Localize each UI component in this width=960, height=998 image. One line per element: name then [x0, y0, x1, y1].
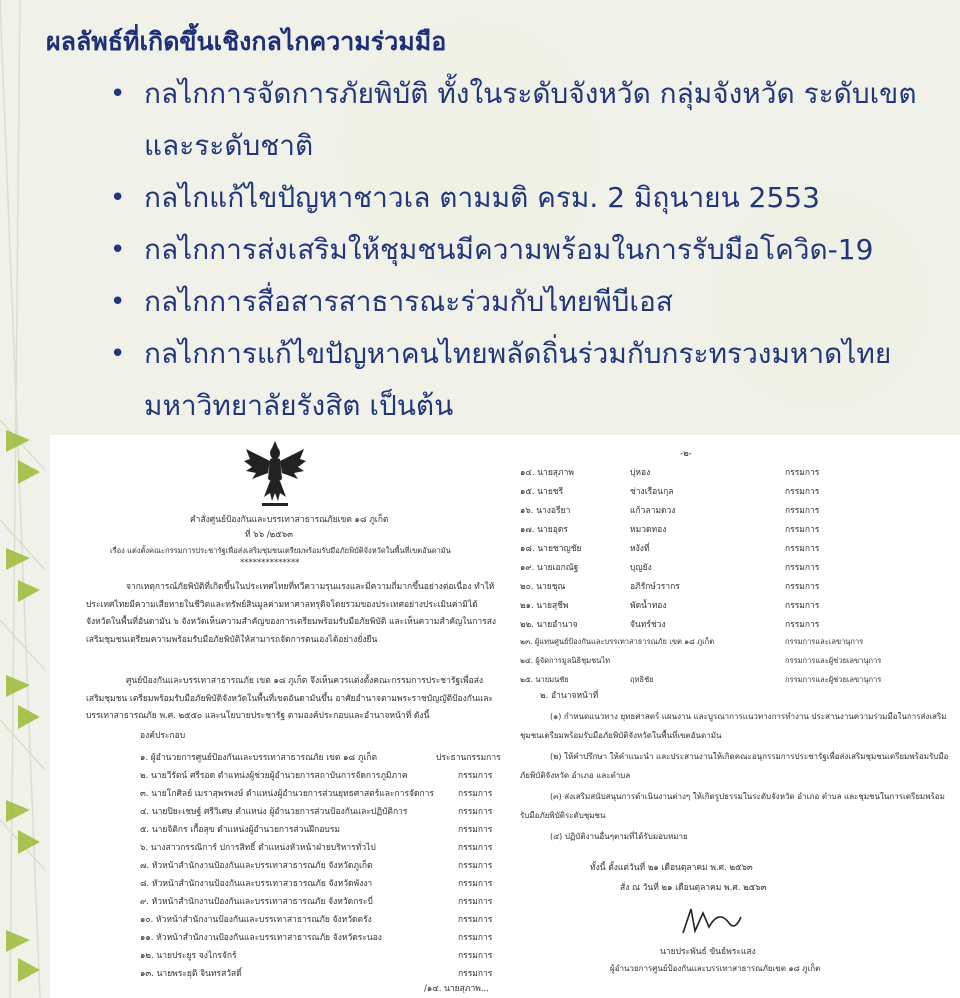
- signer-name: นายประพันธ์ ขันธ์พระแสง: [660, 947, 756, 957]
- bullet-item: • กลไกการแก้ไขปัญหาคนไทยพลัดถิ่นร่วมกับกระทรวงมหาดไทย มหาวิทยาลัยรังสิต เป็นต้น: [110, 328, 940, 432]
- continue-marker: /๑๔. นายสุภาพ...: [424, 984, 489, 994]
- signer-title: ผู้อำนวยการศูนย์ป้องกันและบรรเทาสาธารณภัยเขต ๑๘ ภูเก็ต: [610, 964, 821, 973]
- bullet-item: • กลไกการส่งเสริมให้ชุมชนมีความพร้อมในการรับมือโควิด-19: [110, 224, 940, 276]
- order-paragraph-2: ศูนย์ป้องกันและบรรเทาสาธารณภัย เขต ๑๘ ภูเก็ต จึงเห็นควรแต่งตั้งคณะกรรมการประชารัฐเพื่อส่งเสริมชุมชน เตรียมพร้อมรับมือภัยพิบัติจังหวัดในพื้นที่เขตอันดามันขึ้น อาศัยอำนาจตามพระราชบัญญัติป้องกันและบรรเทาสาธารณภัย พ.ศ. ๒๕๕๐ และนโยบายประชารัฐ ตามองค์ประกอบและอำนาจหน้าที่ ดังนี้: [86, 676, 494, 721]
- bullet-item: • กลไกการสื่อสารสาธารณะร่วมกับไทยพีบีเอส: [110, 276, 940, 328]
- bullet-item: • กลไกการจัดการภัยพิบัติ ทั้งในระดับจังหวัด กลุ่มจังหวัด ระดับเขต และระดับชาติ: [110, 68, 940, 172]
- duty-item: (๓) ส่งเสริมสนับสนุนการดำเนินงานต่างๆ ให้เกิดรูปธรรมในระดับจังหวัด อำเภอ ตำบล และชุมชนในการเตรียมพร้อมรับมือภัยพิบัติระดับชุมชน: [520, 792, 945, 820]
- duty-item: (๒) ให้คำปรึกษา ให้คำแนะนำ และประสานงานให้เกิดคณะอนุกรรมการประชารัฐเพื่อส่งเสริมชุมชนเตรียมพร้อมรับมือภัยพิบัติจังหวัด อำเภอ และตำบล: [520, 752, 949, 780]
- page-number: -๒-: [680, 449, 692, 459]
- duties-heading: ๒. อำนาจหน้าที่: [540, 691, 599, 701]
- order-stars: **************: [240, 558, 300, 568]
- garuda-emblem-icon: [240, 439, 310, 511]
- order-document-image: [50, 435, 960, 998]
- order-subject: เรื่อง แต่งตั้งคณะกรรมการประชารัฐเพื่อส่งเสริมชุมชนเตรียมพร้อมรับมือภัยพิบัติจังหวัดในพื้นที่เขตอันดามัน: [110, 546, 451, 555]
- order-header: คำสั่งศูนย์ป้องกันและบรรเทาสาธารณภัยเขต ๑๘ ภูเก็ต: [190, 515, 389, 525]
- document-page-1: คำสั่งศูนย์ป้องกันและบรรเทาสาธารณภัยเขต ๑๘ ภูเก็ต ที่ ๖๖ /๒๕๖๓ เรื่อง แต่งตั้งคณะกรรมการประชารัฐเพื่อส่งเสริมชุมชนเตรียมพร้อมรับมือภัยพิบัติจังหวัดในพื้นที่เขตอันดามัน ************** จากเหตุการณ์ภัยพิบัติที่เกิดขึ้นในประเทศไทยที่ทวีความรุนแรงและมีความถี่มากขึ้นอย่างต่อเนื่อง ทำให้ประเทศไทยมีความเสียหายในชีวิตและทรัพย์สินมูลค่ามหาศาลทรุดิจโดยรวมของประเทศอย่างประเมินค่ามิได้ จังหวัดในพื้นที่อันดามัน ๖ จังหวัดเห็นความสำคัญของการเตรียมพร้อมรับมือภัยพิบัติ และเห็นความสำคัญในการส่งเสริมชุมชนเตรียมความพร้อมรับมือภัยพิบัติให้สามารถจัดการตนเองได้อย่างยั่งยืน ศูนย์ป้องกันและบรรเทาสาธารณภัย เขต ๑๘ ภูเก็ต จึงเห็นควรแต่งตั้งคณะกรรมการประชารัฐเพื่อส่งเสริมชุมชน เตรียมพร้อมรับมือภัยพิบัติจังหวัดในพื้นที่เขตอันดามันขึ้น อาศัยอำนาจตามพระราชบัญญัติป้องกันและบรรเทาสาธารณภัย พ.ศ. ๒๕๕๐ และนโยบายประชารัฐ ตามองค์ประกอบและอำนาจหน้าที่ ดังนี้ องค์ประกอบ ๑. ผู้อำนวยการศูนย์ป้องกันและบรรเทาสาธารณภัย เขต ๑๘ ภูเก็ต ประธานกรรมการ ๒. นายวีรัตน์ ศรีรอด ตำแหน่งผู้ช่วยผู้อำนวยการสถาบันการจัดการภูมิภาค กรรมการ ๓. นายโกศิลย์ เมราสุพรพงษ์ ตำแหน่งผู้อำนวยการส่วนยุทธศาสตร์และการจัดการ กรรมการ ๔. นายปิยะเชษฐ์ ศรีวิเศษ ตำแหน่ง ผู้อำนวยการส่วนป้องกันและปฏิบัติการ กรรมการ ๕. นายจิติกร เกื้อสุข ตำแหน่งผู้อำนวยการส่วนฝึกอบรม กรรมการ ๖. นางสาวกรรณิการ์ ปการสิทธิ์ ตำแหน่งหัวหน้าฝ่ายบริหารทั่วไป กรรมการ ๗. หัวหน้าสำนักงานป้องกันและบรรเทาสาธารณภัย จังหวัดภูเก็ต กรรมการ ๘. หัวหน้าสำนักงานป้องกันและบรรเทาสาธารณภัย จังหวัดพังงา กรรมการ ๙. หัวหน้าสำนักงานป้องกันและบรรเทาสาธารณภัย จังหวัดกระบี่ กรรมการ ๑๐. หัวหน้าสำนักงานป้องกันและบรรเทาสาธารณภัย จังหวัดตรัง กรรมการ ๑๑. หัวหน้าสำนักงานป้องกันและบรรเทาสาธารณภัย จังหวัดระนอง กรรมการ ๑๒. นายประยูร จงไกรจักร์ กรรมการ ๑๓. นายพระยุติ จินทรสวัสดิ์ กรรมการ /๑๔. นายสุภาพ...: [50, 435, 505, 998]
- document-page-2: -๒- ๑๔. นายสุภาพ บุ่หอง กรรมการ ๑๕. นายชรี ช่างเรือนกุล กรรมการ ๑๖. นางอรียา แก้วลามดวง กรรมการ ๑๗. นายอุดร หมวดทอง กรรมการ ๑๘. นายชาญชัย หงังที่ กรรมการ ๑๙. นายเอกณัฐ บุญยัง กรรมการ ๒๐. นายชุณ อภิรักษ์วรากร กรรมการ ๒๑. นายสุชีพ พัดน้ำทอง กรรมการ ๒๒. นายอำนาจ จันทร์ช่วง กรรมการ ๒๓. ผู้แทนศูนย์ป้องกันและบรรเทาสาธารณภัย เขต ๑๘ ภูเก็ต กรรมการและเลขานุการ ๒๔. ผู้จัดการมูลนิธิชุมชนไท กรรมการและผู้ช่วยเลขานุการ ๒๕. นายมนชัย ฤทธิชัย กรรมการและผู้ช่วยเลขานุการ ๒. อำนาจหน้าที่ (๑) กำหนดแนวทาง ยุทธศาสตร์ แผนงาน และบูรณาการแนวทางการทำงาน ประสานงานความร่วมมือในการส่งเสริมชุมชนเตรียมพร้อมรับมือภัยพิบัติจังหวัดในพื้นที่เขตอันดามัน (๒) ให้คำปรึกษา ให้คำแนะนำ และประสานงานให้เกิดคณะอนุกรรมการประชารัฐเพื่อส่งเสริมชุมชนเตรียมพร้อมรับมือภัยพิบัติจังหวัด อำเภอ และตำบล (๓) ส่งเสริมสนับสนุนการดำเนินงานต่างๆ ให้เกิดรูปธรรมในระดับจังหวัด อำเภอ ตำบล และชุมชนในการเตรียมพร้อมรับมือภัยพิบัติระดับชุมชน (๔) ปฏิบัติงานอื่นๆตามที่ได้รับมอบหมาย ทั้งนี้ ตั้งแต่วันที่ ๒๑ เดือนตุลาคม พ.ศ. ๒๕๖๓ สั่ง ณ วันที่ ๒๑ เดือนตุลาคม พ.ศ. ๒๕๖๓ นายประพันธ์ ขันธ์พระแสง ผู้อำนวยการศูนย์ป้องกันและบรรเทาสาธารณภัยเขต ๑๘ ภูเก็ต: [520, 449, 949, 973]
- order-number: ที่ ๖๖ /๒๕๖๓: [245, 530, 293, 540]
- bullet-item: • กลไกแก้ไขปัญหาชาวเล ตามมติ ครม. 2 มิถุนายน 2553: [110, 172, 940, 224]
- slide-title: ผลลัพธ์ที่เกิดขึ้นเชิงกลไกความร่วมมือ: [46, 27, 447, 56]
- order-date: สั่ง ณ วันที่ ๒๑ เดือนตุลาคม พ.ศ. ๒๕๖๓: [620, 883, 767, 893]
- order-paragraph-1: จากเหตุการณ์ภัยพิบัติที่เกิดขึ้นในประเทศไทยที่ทวีความรุนแรงและมีความถี่มากขึ้นอย่างต่อเนื่อง ทำให้ประเทศไทยมีความเสียหายในชีวิตและทรัพย์สินมูลค่ามหาศาลทรุดิจโดยรวมของประเทศอย่างประเมินค่ามิได้ จังหวัดในพื้นที่อันดามัน ๖ จังหวัดเห็นความสำคัญของการเตรียมพร้อมรับมือภัยพิบัติ และเห็นความสำคัญในการส่งเสริมชุมชนเตรียมความพร้อมรับมือภัยพิบัติให้สามารถจัดการตนเองได้อย่างยั่งยืน: [86, 582, 497, 645]
- duty-item: (๑) กำหนดแนวทาง ยุทธศาสตร์ แผนงาน และบูรณาการแนวทางการทำงาน ประสานงานความร่วมมือในการส่งเสริมชุมชนเตรียมพร้อมรับมือภัยพิบัติจังหวัดในพื้นที่เขตอันดามัน: [520, 712, 947, 740]
- bullet-list: [110, 68, 940, 432]
- duty-item: (๔) ปฏิบัติงานอื่นๆตามที่ได้รับมอบหมาย: [550, 832, 688, 841]
- signature-mark: [675, 903, 745, 943]
- effective-date: ทั้งนี้ ตั้งแต่วันที่ ๒๑ เดือนตุลาคม พ.ศ. ๒๕๖๓: [590, 863, 753, 873]
- composition-heading: องค์ประกอบ: [140, 731, 186, 741]
